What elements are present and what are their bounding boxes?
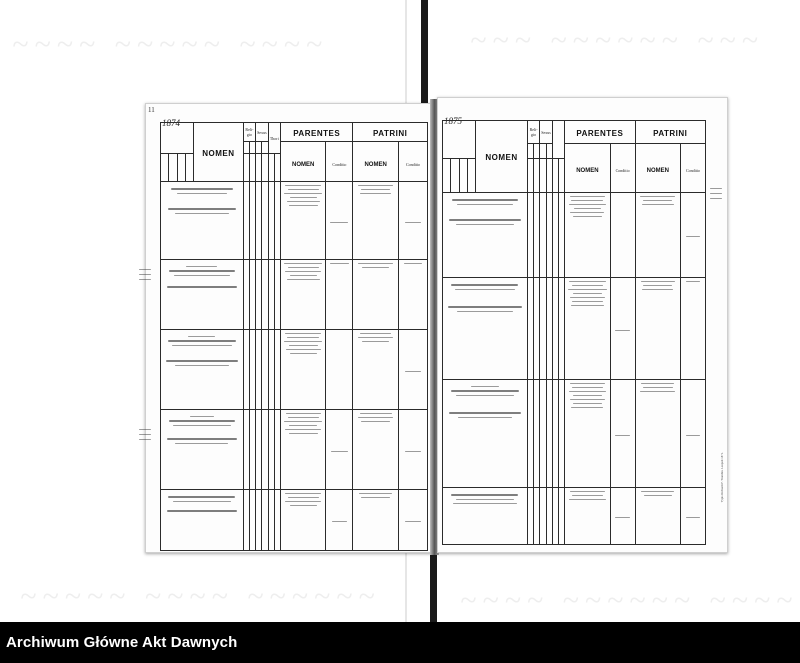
margin-note (137, 425, 153, 440)
parentes-conditio-header: Conditio (610, 144, 635, 193)
date-columns-header (161, 123, 194, 154)
parentes-nomen-header: NOMEN (280, 142, 326, 182)
register-entry (443, 380, 706, 487)
patrini-header: PATRINI (635, 121, 705, 144)
sexus-header: Sexus (256, 123, 268, 142)
parentes-conditio-header: Conditio (326, 142, 353, 182)
register-entry (161, 410, 428, 490)
patrini-nomen-header: NOMEN (353, 142, 399, 182)
margin-note (137, 265, 153, 280)
margin-note (708, 184, 724, 199)
date-columns-header (443, 121, 476, 159)
printer-colophon: Typis Richardi F. Trombin. Leopoli 1871. (720, 451, 724, 502)
register-book (141, 97, 728, 559)
register-entry (161, 490, 428, 551)
bleed-through-text: ~~~ ~~~~~~ ~~~ (470, 24, 764, 57)
spine-shadow (421, 0, 428, 110)
left-register-page (145, 103, 432, 553)
religio-header: Reli-gio (527, 121, 539, 144)
register-entry (443, 278, 706, 380)
nomen-header: NOMEN (194, 123, 244, 182)
parentes-header: PARENTES (565, 121, 635, 144)
nomen-header: NOMEN (476, 121, 528, 193)
bleed-through-text: ~~~~ ~~~~~~ ~~~~ (460, 584, 799, 617)
patrini-conditio-header: Conditio (681, 144, 706, 193)
bleed-through-text: ~~~~~ ~~~~ ~~~~~~ (20, 580, 381, 613)
sexus-header: Sexus (540, 121, 552, 144)
year-heading: 1874 (162, 118, 180, 128)
parentes-header: PARENTES (280, 123, 352, 142)
bleed-through-text: ~~~~ ~~~~~ ~~~~ (12, 28, 328, 61)
patrini-nomen-header: NOMEN (635, 144, 681, 193)
religio-header: Reli-gio (243, 123, 255, 142)
patrini-conditio-header: Conditio (398, 142, 427, 182)
parentes-nomen-header: NOMEN (565, 144, 611, 193)
register-entry (161, 330, 428, 410)
archive-footer-bar (0, 622, 800, 663)
thori-header: Thori (268, 123, 280, 154)
register-entry (443, 487, 706, 544)
year-heading: 1875 (444, 116, 462, 126)
baptism-register-table (160, 122, 428, 551)
page-marker: 11 (148, 106, 155, 114)
register-entry (161, 182, 428, 260)
thori-header (552, 121, 564, 159)
spine-shadow (430, 555, 437, 622)
baptism-register-table (442, 120, 706, 545)
register-entry (161, 260, 428, 330)
patrini-header: PATRINI (353, 123, 428, 142)
register-entry (443, 192, 706, 277)
right-register-page (437, 97, 728, 553)
archive-name: Archiwum Główne Akt Dawnych (6, 634, 238, 651)
